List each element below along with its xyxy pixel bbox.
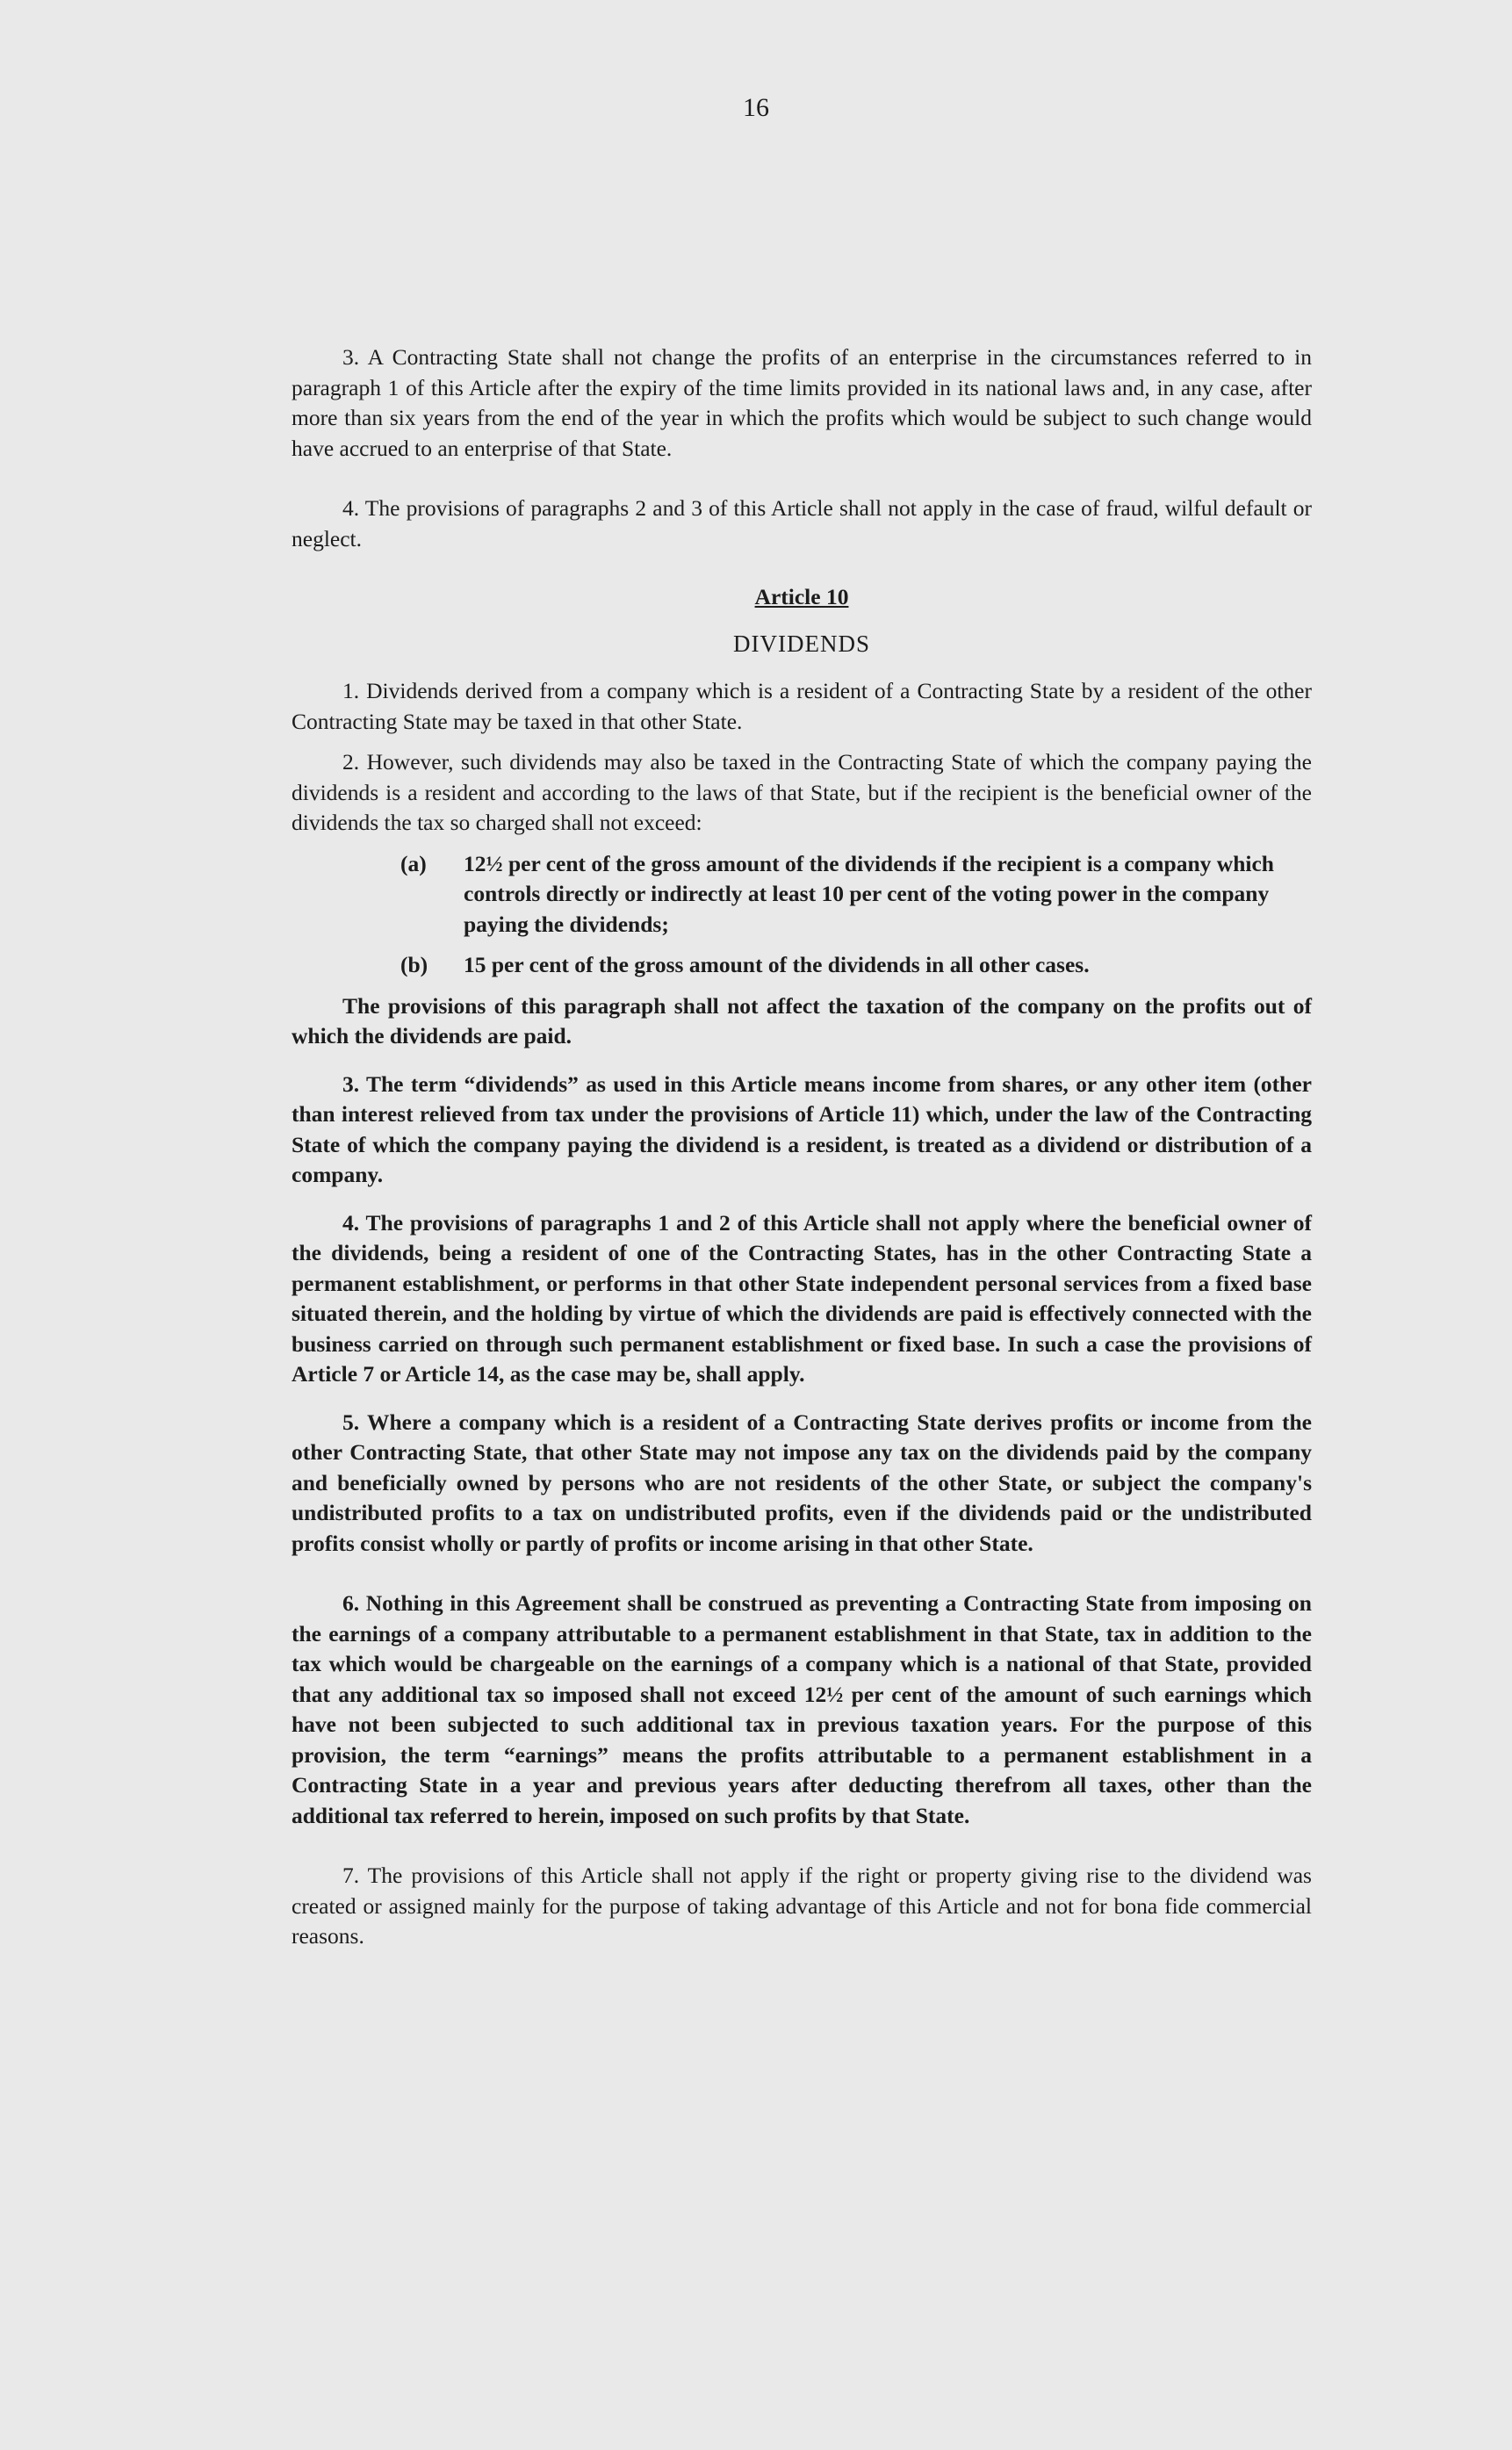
paragraph-6: 6. Nothing in this Agreement shall be construed as preventing a Contracting State from imposing on the earnings of a company attributable to a permanent establishment in that State, tax in addition to the tax which would be chargeable on the earnings of a company which is a national of that State, provided that any additional tax so imposed shall not exceed 12½ per cent of the amount of such earnings which have not been subjected to such additional tax in previous taxation years. For the purpose of this provision, the term “earnings” means the profits attributable to a permanent establishment in a Contracting State in a year and previous years after deducting therefrom all taxes, other than the additional tax referred to herein, imposed on such profits by that State.: [292, 1590, 1312, 1828]
paragraph-2-tail: The provisions of this paragraph shall not affect the taxation of the company on the profits out of which the dividends are paid.: [292, 992, 1312, 1048]
subparagraph-label: (b): [400, 952, 428, 977]
paragraph-3: 3. The term “dividends” as used in this Article means income from shares, or any other item (other than interest relieved from tax under the provisions of Article 11) which, under the law of the Contracting State of which the company paying the dividend is a resident, is treated as a dividend or distribution of a company.: [292, 1070, 1312, 1187]
document-body: [292, 342, 1312, 1952]
article-heading: DIVIDENDS: [733, 630, 870, 657]
subparagraph-b: [292, 950, 1312, 981]
subparagraph-a: [292, 849, 1312, 940]
paragraph-5: 5. Where a company which is a resident of a Contracting State derives profits or income from the other Contracting State, that other State may not impose any tax on the dividends paid by the company and beneficially owned by persons who are not residents of the other State, or subject the company's undistributed profits to a tax on undistributed profits, even if the dividends paid or the undistributed profits consist wholly or partly of profits or income arising in that other State.: [292, 1409, 1312, 1556]
subparagraph-label: (a): [400, 850, 427, 876]
article-title: Article 10: [754, 584, 849, 609]
paragraph-2: 2. However, such dividends may also be taxed in the Contracting State of which the company paying the dividends is a resident and according to the laws of that State, but if the recipient is the beneficial owner of the dividends the tax so charged shall not exceed:: [292, 749, 1312, 835]
paragraph-4-prev-article: 4. The provisions of paragraphs 2 and 3 of this Article shall not apply in the case of fraud, wilful default or neglect.: [292, 495, 1312, 551]
paragraph-1: 1. Dividends derived from a company which is a resident of a Contracting State by a resident of the other Contracting State may be taxed in that other State.: [292, 678, 1312, 734]
subparagraph-text: 12½ per cent of the gross amount of the dividends if the recipient is a company which controls directly or indirectly at least 10 per cent of the voting power in the company paying the dividends;: [464, 850, 1274, 937]
paragraph-3-prev-article: 3. A Contracting State shall not change the profits of an enterprise in the circumstances referred to in paragraph 1 of this Article after the expiry of the time limits provided in its national laws and, in any case, after more than six years from the end of the year in which the profits which would be subject to such change would have accrued to an enterprise of that State.: [292, 344, 1312, 461]
paragraph-4: 4. The provisions of paragraphs 1 and 2 of this Article shall not apply where the beneficial owner of the dividends, being a resident of one of the Contracting States, has in the other Contracting State a permanent establishment, or performs in that other State independent personal services from a fixed base situated therein, and the holding by virtue of which the dividends are paid is effectively connected with the business carried on through such permanent establishment or fixed base. In such a case the provisions of Article 7 or Article 14, as the case may be, shall apply.: [292, 1209, 1312, 1387]
page-number: 16: [743, 93, 769, 122]
paragraph-7: 7. The provisions of this Article shall not apply if the right or property giving rise to the dividend was created or assigned mainly for the purpose of taking advantage of this Article and not for bona fide commercial reasons.: [292, 1863, 1312, 1949]
subparagraph-text: 15 per cent of the gross amount of the dividends in all other cases.: [464, 952, 1090, 977]
